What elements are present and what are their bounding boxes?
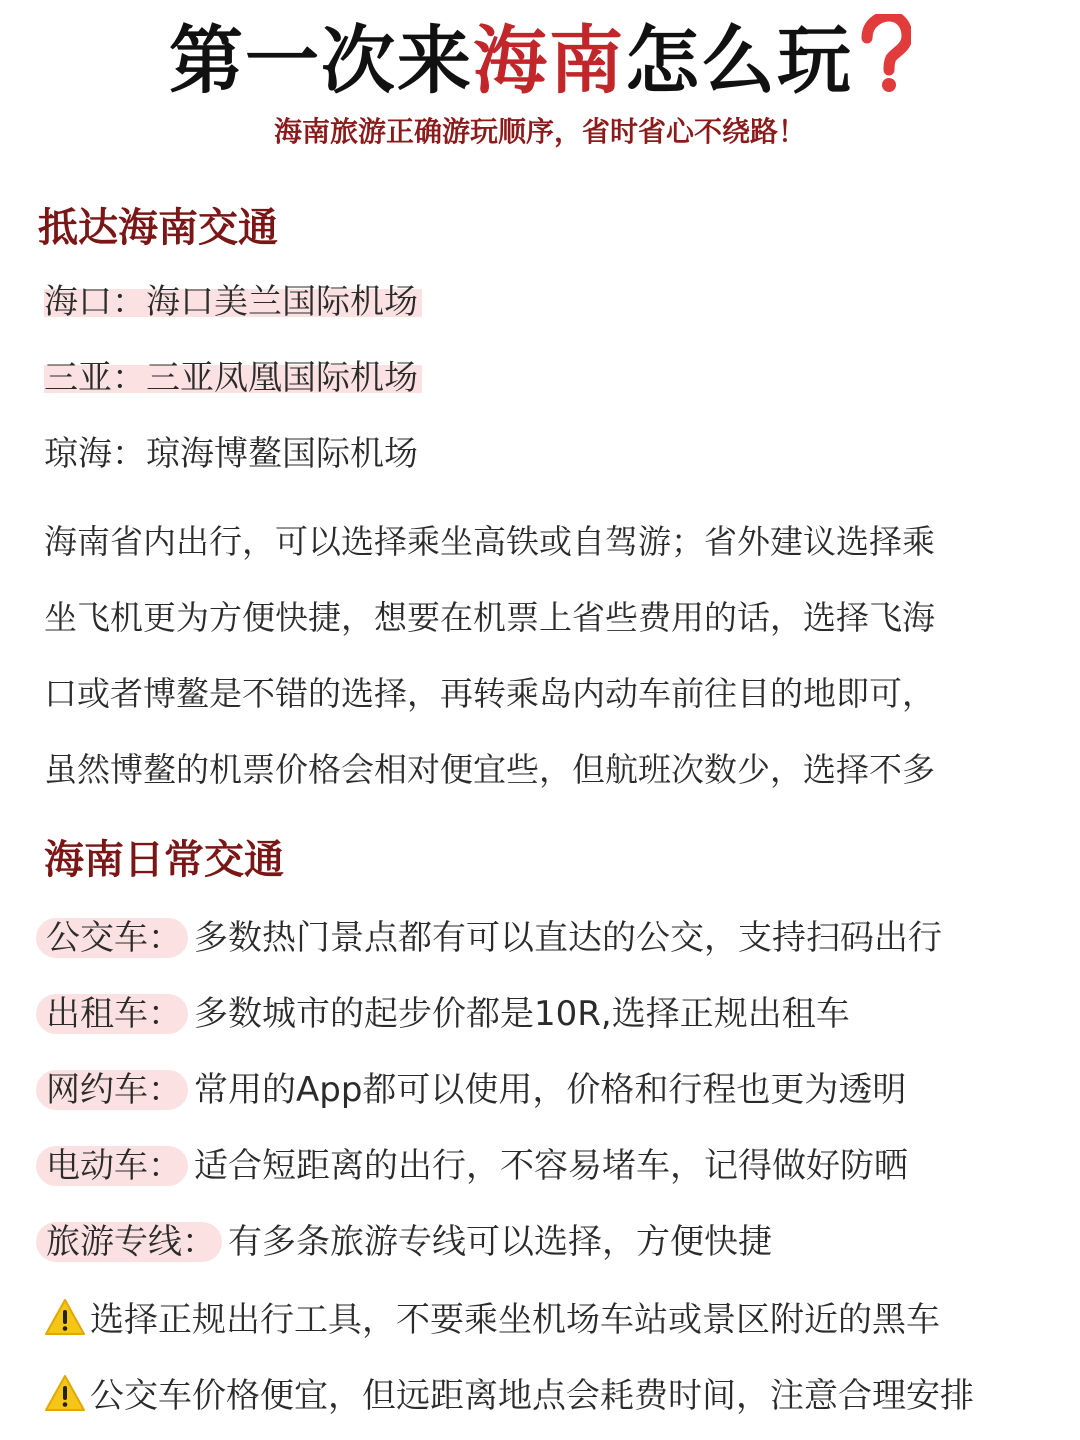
transport-desc: 多数热门景点都有可以直达的公交，支持扫码出行 <box>194 918 942 958</box>
airport-item <box>44 354 422 402</box>
airport-name: 三亚凤凰国际机场 <box>146 358 418 398</box>
warning-icon <box>44 1373 86 1413</box>
warning-item <box>44 1296 940 1344</box>
paragraph-line: 口或者博鳌是不错的选择，再转乘岛内动车前往目的地即可， <box>44 674 935 713</box>
warning-item <box>44 1372 974 1420</box>
paragraph-line: 海南省内出行，可以选择乘坐高铁或自驾游；省外建议选择乘 <box>44 522 935 561</box>
transport-label: 网约车： <box>36 1070 188 1110</box>
transport-desc: 多数城市的起步价都是10R,选择正规出租车 <box>194 994 850 1034</box>
arrival-paragraph <box>44 504 1034 808</box>
question-mark-icon <box>859 14 911 94</box>
airport-city: 三亚： <box>44 358 146 398</box>
paragraph-line: 虽然博鳌的机票价格会相对便宜些，但航班次数少，选择不多 <box>44 750 935 789</box>
subtitle: 海南旅游正确游玩顺序，省时省心不绕路！ <box>273 115 806 148</box>
arrival-heading: 抵达海南交通 <box>38 205 278 251</box>
page-title <box>0 14 1080 106</box>
transport-desc: 有多条旅游专线可以选择，方便快捷 <box>228 1222 772 1262</box>
daily-heading: 海南日常交通 <box>44 837 284 883</box>
airport-item <box>44 278 422 326</box>
airport-city: 琼海： <box>44 434 146 474</box>
transport-label: 旅游专线： <box>36 1222 222 1262</box>
paragraph-line: 坐飞机更为方便快捷，想要在机票上省些费用的话，选择飞海 <box>44 598 935 637</box>
transport-item <box>36 1066 906 1114</box>
transport-desc: 适合短距离的出行，不容易堵车，记得做好防晒 <box>194 1146 908 1186</box>
transport-item <box>36 990 850 1038</box>
airport-name: 海口美兰国际机场 <box>146 282 418 322</box>
transport-desc: 常用的App都可以使用，价格和行程也更为透明 <box>194 1070 907 1110</box>
transport-label: 出租车： <box>36 994 188 1034</box>
airport-name: 琼海博鳌国际机场 <box>146 434 418 474</box>
transport-item <box>36 914 942 962</box>
airport-item <box>44 430 418 478</box>
warning-icon <box>44 1297 86 1337</box>
warning-text: 选择正规出行工具，不要乘坐机场车站或景区附近的黑车 <box>90 1300 940 1340</box>
warning-text: 公交车价格便宜，但远距离地点会耗费时间，注意合理安排 <box>90 1376 974 1416</box>
title-part2: 怎么玩 <box>625 18 853 104</box>
title-part1: 第一次来 <box>169 18 473 104</box>
transport-item <box>36 1218 772 1266</box>
transport-label: 公交车： <box>36 918 188 958</box>
title-accent: 海南 <box>473 18 625 104</box>
airport-city: 海口： <box>44 282 146 322</box>
transport-label: 电动车： <box>36 1146 188 1186</box>
transport-item <box>36 1142 908 1190</box>
